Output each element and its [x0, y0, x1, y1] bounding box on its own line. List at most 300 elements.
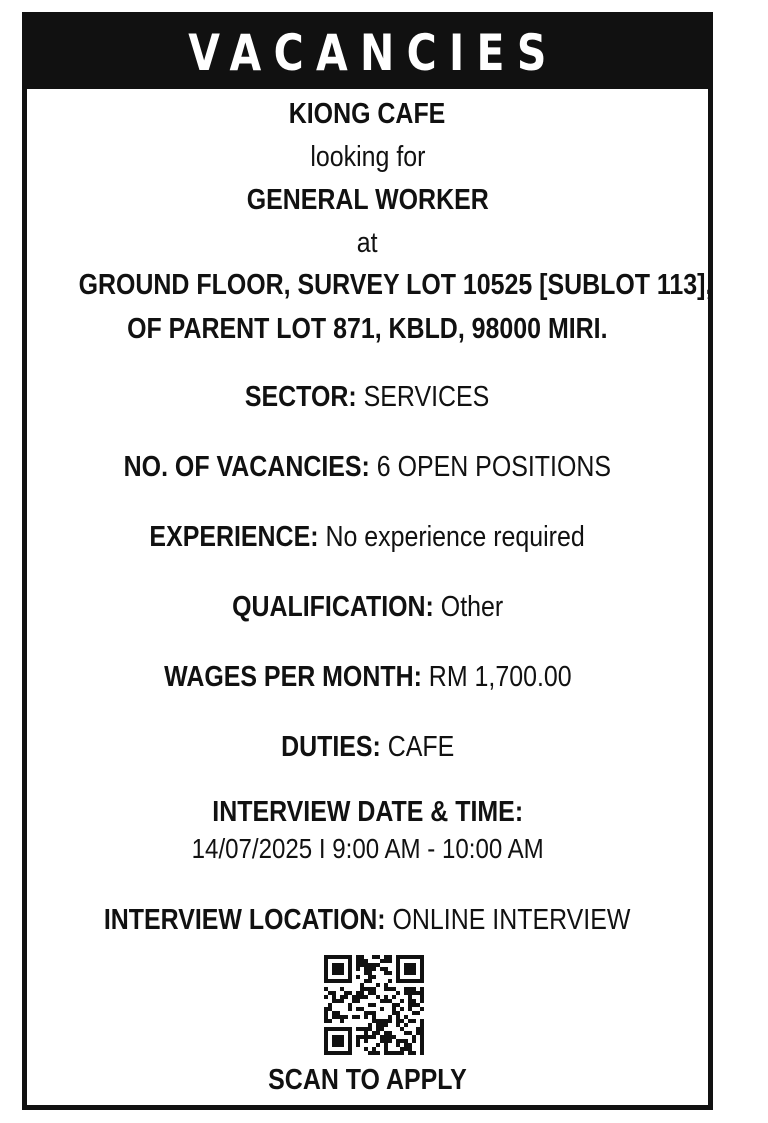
qr-module [368, 979, 372, 983]
qr-module [396, 1011, 400, 1015]
qr-module [340, 1015, 344, 1019]
qr-module [404, 967, 408, 971]
qr-module [372, 1047, 376, 1051]
employer-name-line [27, 100, 708, 129]
qr-module [404, 963, 408, 967]
qr-module [360, 983, 364, 987]
qr-module [348, 975, 352, 979]
qr-module [392, 1011, 396, 1015]
qr-module [384, 987, 388, 991]
qr-module [412, 987, 416, 991]
qr-module [420, 979, 424, 983]
qr-module [348, 967, 352, 971]
qr-module [332, 1011, 336, 1015]
qr-module [420, 1051, 424, 1055]
qr-module [348, 1039, 352, 1043]
qr-module [408, 987, 412, 991]
duties-row [27, 733, 708, 762]
qr-module [356, 1039, 360, 1043]
qr-module [364, 1035, 368, 1039]
qr-module [324, 1019, 328, 1023]
qr-module [416, 1031, 420, 1035]
qr-module [324, 1031, 328, 1035]
qr-module [420, 999, 424, 1003]
qr-module [392, 1035, 396, 1039]
page-title: VACANCIES [188, 24, 559, 82]
qr-module [384, 1039, 388, 1043]
qr-module [324, 975, 328, 979]
qr-module [324, 955, 328, 959]
qr-module [336, 967, 340, 971]
qr-module [420, 995, 424, 999]
qr-module [388, 1039, 392, 1043]
qr-module [416, 1027, 420, 1031]
qr-module [416, 991, 420, 995]
qr-module [360, 987, 364, 991]
qr-module [400, 999, 404, 1003]
qr-module [388, 1031, 392, 1035]
qr-module [356, 1043, 360, 1047]
qr-module [400, 1019, 404, 1023]
qr-module [336, 999, 340, 1003]
qr-module [396, 963, 400, 967]
qr-module [400, 979, 404, 983]
qr-module [404, 1039, 408, 1043]
qr-module [408, 1043, 412, 1047]
qr-module [340, 963, 344, 967]
qr-module [404, 971, 408, 975]
wages-value: RM 1,700.00 [421, 661, 572, 693]
qr-module [328, 1027, 332, 1031]
qr-module [364, 1039, 368, 1043]
qr-module [364, 1031, 368, 1035]
qr-module [336, 979, 340, 983]
qr-module [412, 971, 416, 975]
qr-module [412, 967, 416, 971]
qr-module [420, 991, 424, 995]
qr-module [324, 1043, 328, 1047]
qr-module [324, 1051, 328, 1055]
qr-module [408, 999, 412, 1003]
qr-code-graphic [319, 950, 429, 1060]
qr-module [372, 955, 376, 959]
qr-module [368, 1035, 372, 1039]
qr-module [328, 1051, 332, 1055]
qr-module [336, 1043, 340, 1047]
qr-module [332, 979, 336, 983]
qr-module [348, 1027, 352, 1031]
qr-module [396, 959, 400, 963]
qr-module [420, 971, 424, 975]
qr-module [412, 1051, 416, 1055]
sector-label: SECTOR: [245, 381, 358, 413]
qr-module [388, 987, 392, 991]
address-text-2: OF PARENT LOT 871, KBLD, 98000 MIRI. [127, 313, 608, 345]
qr-module [352, 995, 356, 999]
qr-module [388, 999, 392, 1003]
qr-module [324, 979, 328, 983]
qr-module [396, 1023, 400, 1027]
qr-module [384, 995, 388, 999]
qr-module [360, 1035, 364, 1039]
qr-module [396, 967, 400, 971]
qr-module [332, 1039, 336, 1043]
qr-module [364, 1047, 368, 1051]
qr-module [380, 1039, 384, 1043]
qr-module [420, 1043, 424, 1047]
qr-module [396, 975, 400, 979]
qr-module [364, 1011, 368, 1015]
qr-module [396, 1043, 400, 1047]
qr-module [404, 1015, 408, 1019]
qualification-value: Other [433, 591, 504, 623]
qr-module [368, 971, 372, 975]
qr-module [360, 959, 364, 963]
qr-module [324, 1047, 328, 1051]
qr-module [348, 1051, 352, 1055]
qr-module [420, 1039, 424, 1043]
qr-module [388, 1051, 392, 1055]
qr-module [328, 1019, 332, 1023]
qr-module [368, 963, 372, 967]
qr-module [420, 1031, 424, 1035]
qr-module [396, 979, 400, 983]
qr-module [332, 991, 336, 995]
qr-module [408, 1007, 412, 1011]
qr-module [384, 1035, 388, 1039]
qr-module [336, 1011, 340, 1015]
qr-module [420, 1023, 424, 1027]
qr-module [372, 963, 376, 967]
vacancies-value: 6 OPEN POSITIONS [370, 451, 612, 483]
vacancies-row [27, 453, 708, 482]
qr-module [352, 999, 356, 1003]
qr-module [348, 991, 352, 995]
qr-module [340, 1027, 344, 1031]
qr-module [344, 979, 348, 983]
qr-module [348, 959, 352, 963]
qr-module [372, 1031, 376, 1035]
qr-module [396, 1015, 400, 1019]
qr-module [364, 1027, 368, 1031]
qr-module [364, 1015, 368, 1019]
qr-module [344, 1015, 348, 1019]
qr-module [356, 995, 360, 999]
qr-module [368, 1027, 372, 1031]
interview-datetime-label-row [27, 798, 708, 827]
qr-module [328, 955, 332, 959]
qr-module [396, 991, 400, 995]
qr-module [356, 1035, 360, 1039]
qr-module [412, 955, 416, 959]
qr-module [368, 1003, 372, 1007]
qr-module [360, 995, 364, 999]
qr-module [392, 987, 396, 991]
qr-module [360, 963, 364, 967]
scan-to-apply-label[interactable]: SCAN TO APPLY [268, 1064, 467, 1096]
qr-module [412, 1019, 416, 1023]
qr-module [372, 991, 376, 995]
qr-module [340, 1019, 344, 1023]
qr-module [420, 1027, 424, 1031]
qr-module [340, 1035, 344, 1039]
qr-module [412, 963, 416, 967]
looking-for-line [27, 143, 708, 172]
qr-module [372, 1015, 376, 1019]
address-line-2 [27, 315, 708, 344]
qr-module [328, 979, 332, 983]
qr-module [324, 1027, 328, 1031]
qr-code-icon[interactable] [319, 950, 429, 1060]
qr-module [356, 999, 360, 1003]
qr-module [388, 1019, 392, 1023]
qr-module [408, 971, 412, 975]
qr-module [368, 975, 372, 979]
qr-module [356, 959, 360, 963]
qr-module [408, 995, 412, 999]
qr-module [348, 971, 352, 975]
qr-module [332, 1015, 336, 1019]
qr-module [324, 1007, 328, 1011]
experience-row [27, 523, 708, 552]
duties-value: CAFE [380, 731, 455, 763]
qr-module [408, 967, 412, 971]
employer-name: KIONG CAFE [289, 98, 446, 130]
qr-module [392, 1003, 396, 1007]
qr-module [332, 1051, 336, 1055]
qr-module [348, 1047, 352, 1051]
qr-module [324, 1011, 328, 1015]
qr-module [400, 1007, 404, 1011]
qr-module [408, 963, 412, 967]
qr-module [404, 979, 408, 983]
qr-module [384, 959, 388, 963]
qr-module [400, 1051, 404, 1055]
qr-module [360, 1007, 364, 1011]
qr-module [372, 975, 376, 979]
qr-module [360, 1027, 364, 1031]
at-line [27, 229, 708, 258]
qr-module [384, 1043, 388, 1047]
qr-module [356, 991, 360, 995]
scan-to-apply-row [27, 1066, 708, 1095]
qr-module [380, 1035, 384, 1039]
qr-module [344, 995, 348, 999]
wages-label: WAGES PER MONTH: [163, 661, 422, 693]
qr-module [332, 999, 336, 1003]
qr-module [392, 995, 396, 999]
qr-module [336, 1051, 340, 1055]
qr-module [344, 955, 348, 959]
qr-module [404, 991, 408, 995]
qr-module [356, 1007, 360, 1011]
address-line-1 [27, 269, 713, 301]
wages-row [27, 663, 708, 692]
qr-module [324, 1039, 328, 1043]
qr-module [340, 999, 344, 1003]
qr-module [376, 983, 380, 987]
qr-module [348, 1031, 352, 1035]
qr-module [408, 1019, 412, 1023]
qr-module [420, 963, 424, 967]
qr-module [324, 1035, 328, 1039]
qr-module [388, 979, 392, 983]
qr-module [340, 971, 344, 975]
qr-module [340, 987, 344, 991]
qr-module [352, 1015, 356, 1019]
qr-module [356, 1015, 360, 1019]
qualification-row [27, 593, 708, 622]
qr-module [336, 1039, 340, 1043]
qr-module [328, 1003, 332, 1007]
qr-module [380, 1023, 384, 1027]
qr-module [404, 1043, 408, 1047]
qr-module [332, 955, 336, 959]
qr-module [364, 963, 368, 967]
qr-module [372, 1019, 376, 1023]
qr-module [324, 1015, 328, 1019]
qr-module [364, 987, 368, 991]
qr-module [364, 979, 368, 983]
qr-module [376, 955, 380, 959]
qr-module [368, 1011, 372, 1015]
qr-module [372, 987, 376, 991]
qr-module [388, 971, 392, 975]
qr-module [360, 991, 364, 995]
qualification-label: QUALIFICATION: [231, 591, 434, 623]
qr-module [348, 963, 352, 967]
qr-module [396, 1039, 400, 1043]
qr-module [372, 1035, 376, 1039]
qr-module [416, 955, 420, 959]
qr-module [356, 1027, 360, 1031]
qr-module [340, 979, 344, 983]
looking-for-text: looking for [309, 141, 426, 173]
qr-module [376, 995, 380, 999]
qr-module [384, 1031, 388, 1035]
qr-module [384, 1051, 388, 1055]
qr-module [420, 975, 424, 979]
qr-module [420, 959, 424, 963]
qr-module [340, 955, 344, 959]
qr-module [340, 1043, 344, 1047]
qr-module [372, 967, 376, 971]
qr-module [336, 1027, 340, 1031]
qr-module [376, 1051, 380, 1055]
interview-location-row [27, 906, 708, 935]
qr-module [340, 967, 344, 971]
qr-module [384, 983, 388, 987]
qr-module [328, 991, 332, 995]
qr-module [356, 975, 360, 979]
qr-module [380, 999, 384, 1003]
qr-module [344, 1051, 348, 1055]
interview-datetime-value-row [27, 835, 708, 863]
qr-module [376, 1019, 380, 1023]
qr-module [420, 1035, 424, 1039]
position-title: GENERAL WORKER [246, 184, 489, 216]
qr-module [404, 987, 408, 991]
qr-module [408, 991, 412, 995]
qr-module [364, 971, 368, 975]
qr-module [372, 1003, 376, 1007]
qr-module [324, 987, 328, 991]
vacancy-advertisement [22, 12, 713, 1110]
qr-module [340, 1039, 344, 1043]
qr-module [384, 955, 388, 959]
qr-module [372, 1051, 376, 1055]
qr-module [348, 1035, 352, 1039]
qr-module [336, 1035, 340, 1039]
qr-module [420, 1007, 424, 1011]
qr-module [408, 1003, 412, 1007]
qr-module [356, 955, 360, 959]
interview-location-label: INTERVIEW LOCATION: [104, 904, 386, 936]
duties-label: DUTIES: [280, 731, 381, 763]
qr-module [384, 1047, 388, 1051]
qr-module [396, 1003, 400, 1007]
qr-module [420, 1047, 424, 1051]
qr-module [408, 955, 412, 959]
qr-module [408, 979, 412, 983]
qr-module [396, 955, 400, 959]
qr-module [380, 967, 384, 971]
qr-module [416, 1011, 420, 1015]
qr-module [384, 1023, 388, 1027]
qr-module [380, 1019, 384, 1023]
qr-module [332, 963, 336, 967]
qr-module [408, 1047, 412, 1051]
qr-module [348, 955, 352, 959]
qr-module [376, 1023, 380, 1027]
qr-module [332, 971, 336, 975]
qr-module [348, 979, 352, 983]
qr-module [404, 955, 408, 959]
qr-module [328, 1007, 332, 1011]
qr-module [384, 967, 388, 971]
qr-module [324, 995, 328, 999]
qr-module [364, 967, 368, 971]
qr-module [420, 987, 424, 991]
qr-module [412, 1003, 416, 1007]
qr-module [384, 1019, 388, 1023]
qr-module [388, 1035, 392, 1039]
qr-module [332, 995, 336, 999]
qr-module [356, 967, 360, 971]
qr-module [348, 1003, 352, 1007]
qr-module [392, 1007, 396, 1011]
interview-datetime-label: INTERVIEW DATE & TIME: [212, 796, 523, 828]
qr-module [412, 979, 416, 983]
qr-module [336, 963, 340, 967]
at-text: at [357, 227, 378, 259]
qr-module [388, 955, 392, 959]
qr-module [376, 1027, 380, 1031]
qr-module [360, 955, 364, 959]
qr-module [332, 1043, 336, 1047]
qr-module [336, 971, 340, 975]
qr-module [368, 1051, 372, 1055]
qr-module [332, 1027, 336, 1031]
qr-module [420, 1019, 424, 1023]
qr-module [364, 995, 368, 999]
qr-module [384, 971, 388, 975]
qr-module [324, 971, 328, 975]
qr-module [340, 995, 344, 999]
qr-module [420, 967, 424, 971]
qr-module [368, 991, 372, 995]
qr-module [380, 1007, 384, 1011]
